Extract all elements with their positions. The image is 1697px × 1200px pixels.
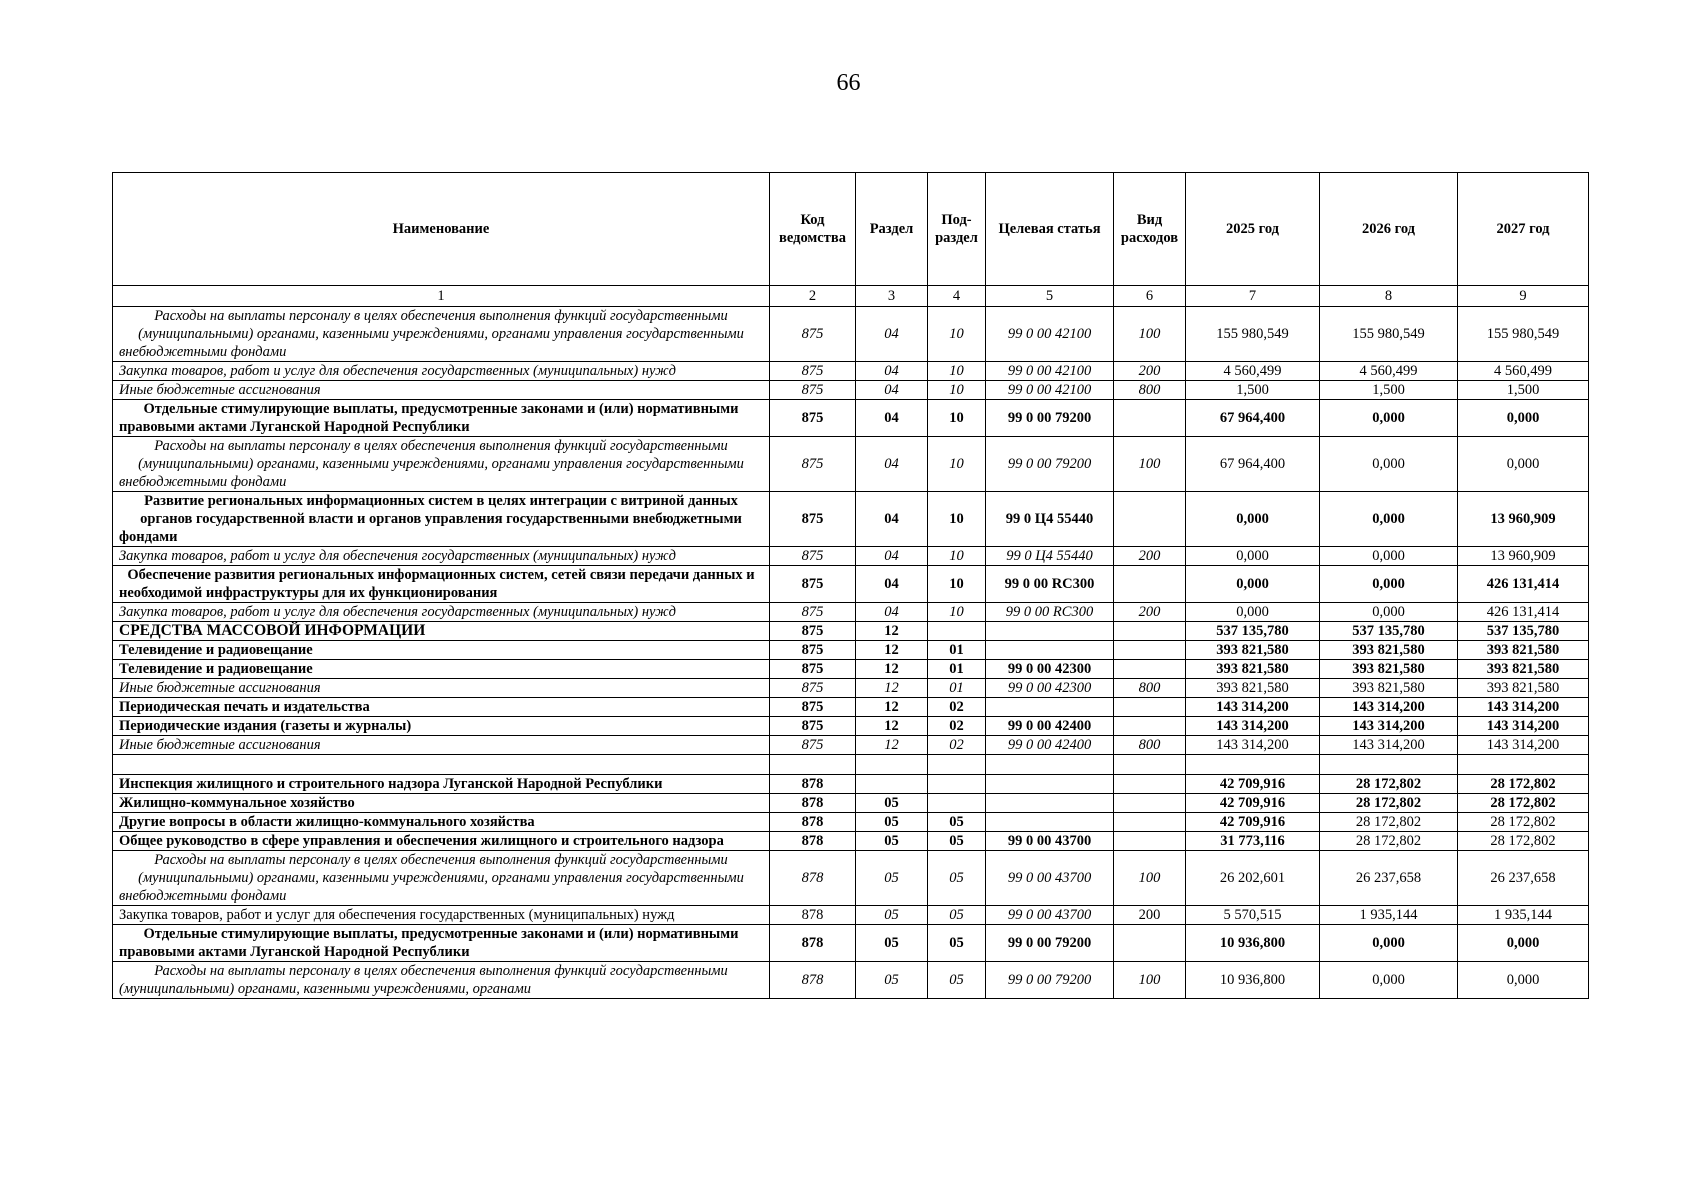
table-row — [113, 400, 1589, 437]
section-code: 04 — [856, 307, 928, 362]
table-row — [113, 755, 1589, 775]
value-2027: 393 821,580 — [1458, 679, 1589, 698]
target-article: 99 0 00 43700 — [986, 851, 1114, 906]
subsection-code: 10 — [928, 566, 986, 603]
section-code: 04 — [856, 492, 928, 547]
value-2026: 26 237,658 — [1320, 851, 1458, 906]
section-code: 12 — [856, 736, 928, 755]
value-2025: 537 135,780 — [1186, 622, 1320, 641]
table-row — [113, 962, 1589, 999]
row-name: Расходы на выплаты персоналу в целях обеспечения выполнения функций государственными (муниципальными) органами, казенными учреждениями, органами управления государственными внебюджетными фондами — [113, 437, 770, 492]
department-code: 875 — [770, 698, 856, 717]
value-2026: 537 135,780 — [1320, 622, 1458, 641]
column-number: 3 — [856, 286, 928, 307]
value-2025: 10 936,800 — [1186, 925, 1320, 962]
value-2026: 28 172,802 — [1320, 794, 1458, 813]
value-2025: 143 314,200 — [1186, 736, 1320, 755]
row-name: Телевидение и радиовещание — [113, 641, 770, 660]
column-number: 8 — [1320, 286, 1458, 307]
target-article: 99 0 00 42100 — [986, 362, 1114, 381]
expense-type: 100 — [1114, 851, 1186, 906]
value-2027: 1 935,144 — [1458, 906, 1589, 925]
value-2027: 28 172,802 — [1458, 813, 1589, 832]
value-2027: 13 960,909 — [1458, 547, 1589, 566]
value-2026: 0,000 — [1320, 603, 1458, 622]
table-row — [113, 622, 1589, 641]
table-row — [113, 362, 1589, 381]
subsection-code: 10 — [928, 547, 986, 566]
department-code: 878 — [770, 962, 856, 999]
section-code: 12 — [856, 679, 928, 698]
value-2026: 155 980,549 — [1320, 307, 1458, 362]
subsection-code: 10 — [928, 400, 986, 437]
value-2027: 4 560,499 — [1458, 362, 1589, 381]
expense-type — [1114, 755, 1186, 775]
target-article — [986, 641, 1114, 660]
value-2027: 393 821,580 — [1458, 641, 1589, 660]
value-2025: 5 570,515 — [1186, 906, 1320, 925]
expense-type: 800 — [1114, 679, 1186, 698]
value-2026: 393 821,580 — [1320, 660, 1458, 679]
target-article: 99 0 00 42100 — [986, 381, 1114, 400]
value-2025: 393 821,580 — [1186, 660, 1320, 679]
value-2027: 0,000 — [1458, 962, 1589, 999]
expense-type — [1114, 641, 1186, 660]
row-name: Закупка товаров, работ и услуг для обеспечения государственных (муниципальных) нужд — [113, 906, 770, 925]
expense-type — [1114, 400, 1186, 437]
row-name: Другие вопросы в области жилищно-коммунального хозяйства — [113, 813, 770, 832]
header-2026: 2026 год — [1320, 173, 1458, 286]
table-row — [113, 736, 1589, 755]
subsection-code — [928, 755, 986, 775]
value-2026: 0,000 — [1320, 962, 1458, 999]
department-code: 875 — [770, 362, 856, 381]
department-code: 878 — [770, 925, 856, 962]
department-code: 875 — [770, 307, 856, 362]
target-article: 99 0 00 42300 — [986, 679, 1114, 698]
subsection-code: 10 — [928, 307, 986, 362]
expense-type: 100 — [1114, 437, 1186, 492]
department-code: 875 — [770, 736, 856, 755]
department-code: 875 — [770, 437, 856, 492]
value-2025: 42 709,916 — [1186, 813, 1320, 832]
target-article — [986, 622, 1114, 641]
table-row — [113, 660, 1589, 679]
value-2027 — [1458, 755, 1589, 775]
subsection-code: 01 — [928, 679, 986, 698]
subsection-code — [928, 622, 986, 641]
value-2027: 155 980,549 — [1458, 307, 1589, 362]
value-2025: 4 560,499 — [1186, 362, 1320, 381]
row-name — [113, 755, 770, 775]
department-code: 875 — [770, 717, 856, 736]
value-2026: 0,000 — [1320, 437, 1458, 492]
subsection-code: 02 — [928, 736, 986, 755]
value-2026: 0,000 — [1320, 492, 1458, 547]
column-number: 7 — [1186, 286, 1320, 307]
value-2027: 143 314,200 — [1458, 698, 1589, 717]
value-2027: 28 172,802 — [1458, 794, 1589, 813]
header-expense-type: Вид расходов — [1114, 173, 1186, 286]
value-2025: 0,000 — [1186, 547, 1320, 566]
department-code: 875 — [770, 641, 856, 660]
section-code: 05 — [856, 794, 928, 813]
section-code: 04 — [856, 400, 928, 437]
target-article: 99 0 Ц4 55440 — [986, 492, 1114, 547]
target-article: 99 0 00 42100 — [986, 307, 1114, 362]
column-number: 5 — [986, 286, 1114, 307]
value-2026: 143 314,200 — [1320, 698, 1458, 717]
target-article: 99 0 00 43700 — [986, 832, 1114, 851]
row-name: Отдельные стимулирующие выплаты, предусмотренные законами и (или) нормативными правовыми актами Луганской Народной Республики — [113, 925, 770, 962]
value-2027: 0,000 — [1458, 400, 1589, 437]
department-code: 878 — [770, 832, 856, 851]
column-number: 4 — [928, 286, 986, 307]
value-2025: 393 821,580 — [1186, 641, 1320, 660]
table-row — [113, 794, 1589, 813]
header-subsection: Под-раздел — [928, 173, 986, 286]
expense-type — [1114, 813, 1186, 832]
value-2025: 26 202,601 — [1186, 851, 1320, 906]
table-row — [113, 492, 1589, 547]
department-code: 875 — [770, 660, 856, 679]
column-number: 9 — [1458, 286, 1589, 307]
value-2025: 0,000 — [1186, 492, 1320, 547]
header-row — [113, 173, 1589, 286]
column-number-row — [113, 286, 1589, 307]
department-code: 878 — [770, 851, 856, 906]
header-department-code: Код ведомства — [770, 173, 856, 286]
subsection-code — [928, 775, 986, 794]
target-article: 99 0 00 42400 — [986, 736, 1114, 755]
value-2027: 26 237,658 — [1458, 851, 1589, 906]
expense-type: 200 — [1114, 362, 1186, 381]
value-2026: 0,000 — [1320, 400, 1458, 437]
subsection-code: 10 — [928, 437, 986, 492]
value-2025: 0,000 — [1186, 566, 1320, 603]
table-row — [113, 717, 1589, 736]
department-code: 878 — [770, 906, 856, 925]
section-code: 12 — [856, 622, 928, 641]
value-2027: 143 314,200 — [1458, 717, 1589, 736]
value-2026: 143 314,200 — [1320, 736, 1458, 755]
value-2025: 393 821,580 — [1186, 679, 1320, 698]
value-2027: 426 131,414 — [1458, 566, 1589, 603]
value-2025: 42 709,916 — [1186, 775, 1320, 794]
value-2027: 426 131,414 — [1458, 603, 1589, 622]
expense-type: 200 — [1114, 603, 1186, 622]
value-2025: 31 773,116 — [1186, 832, 1320, 851]
value-2027: 393 821,580 — [1458, 660, 1589, 679]
expense-type — [1114, 660, 1186, 679]
target-article: 99 0 00 42400 — [986, 717, 1114, 736]
subsection-code: 05 — [928, 906, 986, 925]
value-2027: 143 314,200 — [1458, 736, 1589, 755]
section-code: 05 — [856, 832, 928, 851]
expense-type — [1114, 622, 1186, 641]
section-code: 04 — [856, 362, 928, 381]
subsection-code: 05 — [928, 851, 986, 906]
column-number: 6 — [1114, 286, 1186, 307]
value-2027: 28 172,802 — [1458, 775, 1589, 794]
target-article — [986, 794, 1114, 813]
section-code: 04 — [856, 566, 928, 603]
table-row — [113, 679, 1589, 698]
table-header — [113, 173, 1589, 286]
target-article — [986, 775, 1114, 794]
value-2025: 1,500 — [1186, 381, 1320, 400]
target-article: 99 0 00 43700 — [986, 906, 1114, 925]
section-code: 04 — [856, 381, 928, 400]
row-name: Отдельные стимулирующие выплаты, предусмотренные законами и (или) нормативными правовыми актами Луганской Народной Республики — [113, 400, 770, 437]
value-2027: 0,000 — [1458, 437, 1589, 492]
table-row — [113, 813, 1589, 832]
expense-type — [1114, 794, 1186, 813]
row-name: Иные бюджетные ассигнования — [113, 736, 770, 755]
row-name: Периодическая печать и издательства — [113, 698, 770, 717]
header-section: Раздел — [856, 173, 928, 286]
department-code: 875 — [770, 679, 856, 698]
row-name: Общее руководство в сфере управления и обеспечения жилищного и строительного надзора — [113, 832, 770, 851]
target-article: 99 0 00 42300 — [986, 660, 1114, 679]
target-article — [986, 698, 1114, 717]
row-name: Иные бюджетные ассигнования — [113, 381, 770, 400]
table-row — [113, 698, 1589, 717]
page-number: 66 — [836, 70, 861, 96]
value-2025 — [1186, 755, 1320, 775]
column-number: 2 — [770, 286, 856, 307]
value-2026: 143 314,200 — [1320, 717, 1458, 736]
section-code: 12 — [856, 660, 928, 679]
value-2026: 28 172,802 — [1320, 832, 1458, 851]
target-article — [986, 755, 1114, 775]
value-2025: 0,000 — [1186, 603, 1320, 622]
section-code: 05 — [856, 925, 928, 962]
row-name: Жилищно-коммунальное хозяйство — [113, 794, 770, 813]
expense-type: 200 — [1114, 906, 1186, 925]
department-code: 875 — [770, 381, 856, 400]
value-2027: 28 172,802 — [1458, 832, 1589, 851]
value-2025: 143 314,200 — [1186, 698, 1320, 717]
row-name: Расходы на выплаты персоналу в целях обеспечения выполнения функций государственными (муниципальными) органами, казенными учреждениями, органами — [113, 962, 770, 999]
table-row — [113, 832, 1589, 851]
header-name: Наименование — [113, 173, 770, 286]
row-name: Закупка товаров, работ и услуг для обеспечения государственных (муниципальных) нужд — [113, 362, 770, 381]
column-number: 1 — [113, 286, 770, 307]
section-code — [856, 775, 928, 794]
department-code: 875 — [770, 566, 856, 603]
target-article: 99 0 Ц4 55440 — [986, 547, 1114, 566]
row-name: Обеспечение развития региональных информационных систем, сетей связи передачи данных и необходимой инфраструктуры для их функционирования — [113, 566, 770, 603]
subsection-code: 05 — [928, 925, 986, 962]
expense-type: 100 — [1114, 962, 1186, 999]
subsection-code: 10 — [928, 381, 986, 400]
department-code — [770, 755, 856, 775]
table-row — [113, 547, 1589, 566]
table-row — [113, 925, 1589, 962]
department-code: 875 — [770, 492, 856, 547]
department-code: 875 — [770, 603, 856, 622]
subsection-code: 01 — [928, 641, 986, 660]
expense-type — [1114, 832, 1186, 851]
table-row — [113, 437, 1589, 492]
value-2026: 393 821,580 — [1320, 641, 1458, 660]
table-body — [113, 286, 1589, 999]
table-row — [113, 307, 1589, 362]
target-article: 99 0 00 79200 — [986, 925, 1114, 962]
section-code: 12 — [856, 698, 928, 717]
expense-type: 800 — [1114, 736, 1186, 755]
value-2025: 67 964,400 — [1186, 400, 1320, 437]
value-2025: 155 980,549 — [1186, 307, 1320, 362]
value-2026: 0,000 — [1320, 547, 1458, 566]
target-article: 99 0 00 79200 — [986, 400, 1114, 437]
value-2027: 537 135,780 — [1458, 622, 1589, 641]
value-2026: 1 935,144 — [1320, 906, 1458, 925]
value-2026: 28 172,802 — [1320, 813, 1458, 832]
subsection-code: 02 — [928, 698, 986, 717]
header-2027: 2027 год — [1458, 173, 1589, 286]
department-code: 875 — [770, 622, 856, 641]
department-code: 875 — [770, 400, 856, 437]
expense-type — [1114, 698, 1186, 717]
expense-type: 200 — [1114, 547, 1186, 566]
table-row — [113, 381, 1589, 400]
row-name: Расходы на выплаты персоналу в целях обеспечения выполнения функций государственными (муниципальными) органами, казенными учреждениями, органами управления государственными внебюджетными фондами — [113, 851, 770, 906]
row-name: Закупка товаров, работ и услуг для обеспечения государственных (муниципальных) нужд — [113, 547, 770, 566]
expense-type: 800 — [1114, 381, 1186, 400]
target-article: 99 0 00 RC300 — [986, 603, 1114, 622]
section-code: 05 — [856, 906, 928, 925]
target-article: 99 0 00 79200 — [986, 962, 1114, 999]
value-2026: 1,500 — [1320, 381, 1458, 400]
expense-type — [1114, 492, 1186, 547]
department-code: 875 — [770, 547, 856, 566]
table-row — [113, 906, 1589, 925]
row-name: Иные бюджетные ассигнования — [113, 679, 770, 698]
department-code: 878 — [770, 813, 856, 832]
section-code: 04 — [856, 437, 928, 492]
value-2027: 13 960,909 — [1458, 492, 1589, 547]
target-article — [986, 813, 1114, 832]
expense-type — [1114, 566, 1186, 603]
row-name: Развитие региональных информационных систем в целях интеграции с витриной данных органов государственной власти и органов управления государственными внебюджетными фондами — [113, 492, 770, 547]
value-2026: 28 172,802 — [1320, 775, 1458, 794]
department-code: 878 — [770, 794, 856, 813]
subsection-code — [928, 794, 986, 813]
section-code: 05 — [856, 851, 928, 906]
department-code: 878 — [770, 775, 856, 794]
budget-table — [112, 172, 1589, 999]
subsection-code: 01 — [928, 660, 986, 679]
header-target-article: Целевая статья — [986, 173, 1114, 286]
expense-type — [1114, 775, 1186, 794]
section-code: 05 — [856, 962, 928, 999]
section-code: 05 — [856, 813, 928, 832]
section-code: 12 — [856, 641, 928, 660]
value-2027: 0,000 — [1458, 925, 1589, 962]
expense-type — [1114, 925, 1186, 962]
subsection-code: 05 — [928, 832, 986, 851]
target-article: 99 0 00 RC300 — [986, 566, 1114, 603]
subsection-code: 05 — [928, 962, 986, 999]
value-2026: 393 821,580 — [1320, 679, 1458, 698]
row-name: СРЕДСТВА МАССОВОЙ ИНФОРМАЦИИ — [113, 622, 770, 641]
row-name: Расходы на выплаты персоналу в целях обеспечения выполнения функций государственными (муниципальными) органами, казенными учреждениями, органами управления государственными внебюджетными фондами — [113, 307, 770, 362]
table-row — [113, 641, 1589, 660]
subsection-code: 10 — [928, 603, 986, 622]
subsection-code: 05 — [928, 813, 986, 832]
table-row — [113, 566, 1589, 603]
value-2026: 0,000 — [1320, 925, 1458, 962]
expense-type: 100 — [1114, 307, 1186, 362]
row-name: Телевидение и радиовещание — [113, 660, 770, 679]
row-name: Инспекция жилищного и строительного надзора Луганской Народной Республики — [113, 775, 770, 794]
section-code: 12 — [856, 717, 928, 736]
section-code: 04 — [856, 603, 928, 622]
table-row — [113, 775, 1589, 794]
value-2026: 4 560,499 — [1320, 362, 1458, 381]
subsection-code: 10 — [928, 362, 986, 381]
value-2025: 67 964,400 — [1186, 437, 1320, 492]
value-2027: 1,500 — [1458, 381, 1589, 400]
value-2026 — [1320, 755, 1458, 775]
row-name: Периодические издания (газеты и журналы) — [113, 717, 770, 736]
subsection-code: 02 — [928, 717, 986, 736]
value-2026: 0,000 — [1320, 566, 1458, 603]
value-2025: 143 314,200 — [1186, 717, 1320, 736]
expense-type — [1114, 717, 1186, 736]
target-article: 99 0 00 79200 — [986, 437, 1114, 492]
header-2025: 2025 год — [1186, 173, 1320, 286]
table-row — [113, 603, 1589, 622]
section-code: 04 — [856, 547, 928, 566]
section-code — [856, 755, 928, 775]
row-name: Закупка товаров, работ и услуг для обеспечения государственных (муниципальных) нужд — [113, 603, 770, 622]
subsection-code: 10 — [928, 492, 986, 547]
table-row — [113, 851, 1589, 906]
value-2025: 10 936,800 — [1186, 962, 1320, 999]
value-2025: 42 709,916 — [1186, 794, 1320, 813]
